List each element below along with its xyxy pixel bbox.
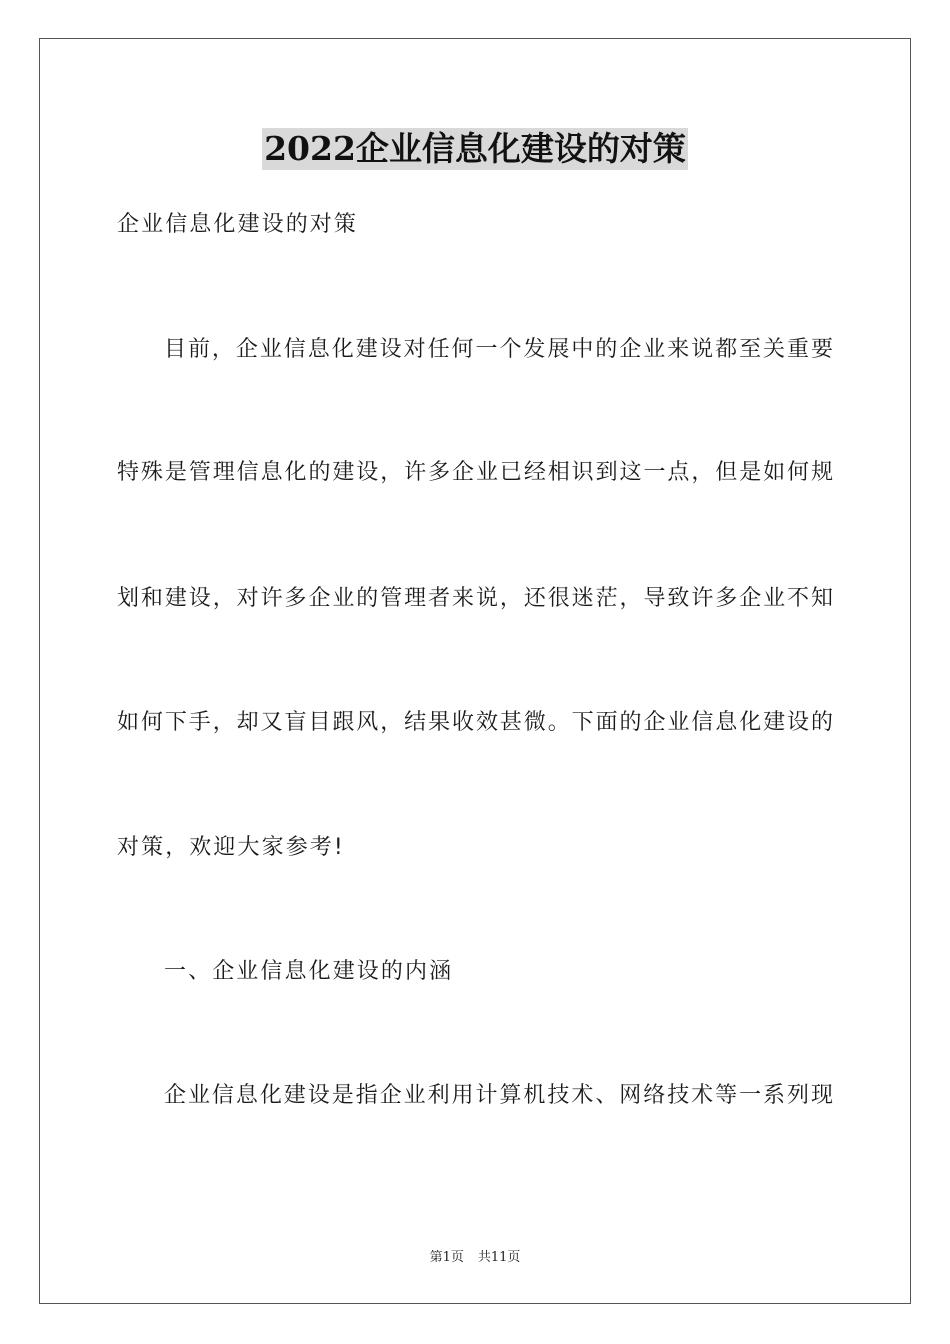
title-container xyxy=(0,128,950,170)
paragraph-line: 划和建设，对许多企业的管理者来说，还很迷茫，导致许多企业不知 xyxy=(117,586,833,611)
paragraph-line: 对策，欢迎大家参考! xyxy=(117,835,345,860)
page-number: 第1页 xyxy=(429,1250,464,1265)
page-total: 共11页 xyxy=(477,1250,521,1265)
paragraph-line: 企业信息化建设是指企业利用计算机技术、网络技术等一系列现 xyxy=(164,1083,833,1108)
document-subtitle: 企业信息化建设的对策 xyxy=(117,212,359,237)
paragraph-line: 目前，企业信息化建设对任何一个发展中的企业来说都至关重要 xyxy=(164,337,833,362)
paragraph-line: 如何下手，却又盲目跟风，结果收效甚微。下面的企业信息化建设的 xyxy=(117,710,833,735)
document-title: 2022企业信息化建设的对策 xyxy=(264,129,686,168)
paragraph-line: 特殊是管理信息化的建设，许多企业已经相识到这一点，但是如何规 xyxy=(117,460,833,485)
page-footer xyxy=(0,1246,950,1265)
section-heading: 一、企业信息化建设的内涵 xyxy=(164,959,454,984)
